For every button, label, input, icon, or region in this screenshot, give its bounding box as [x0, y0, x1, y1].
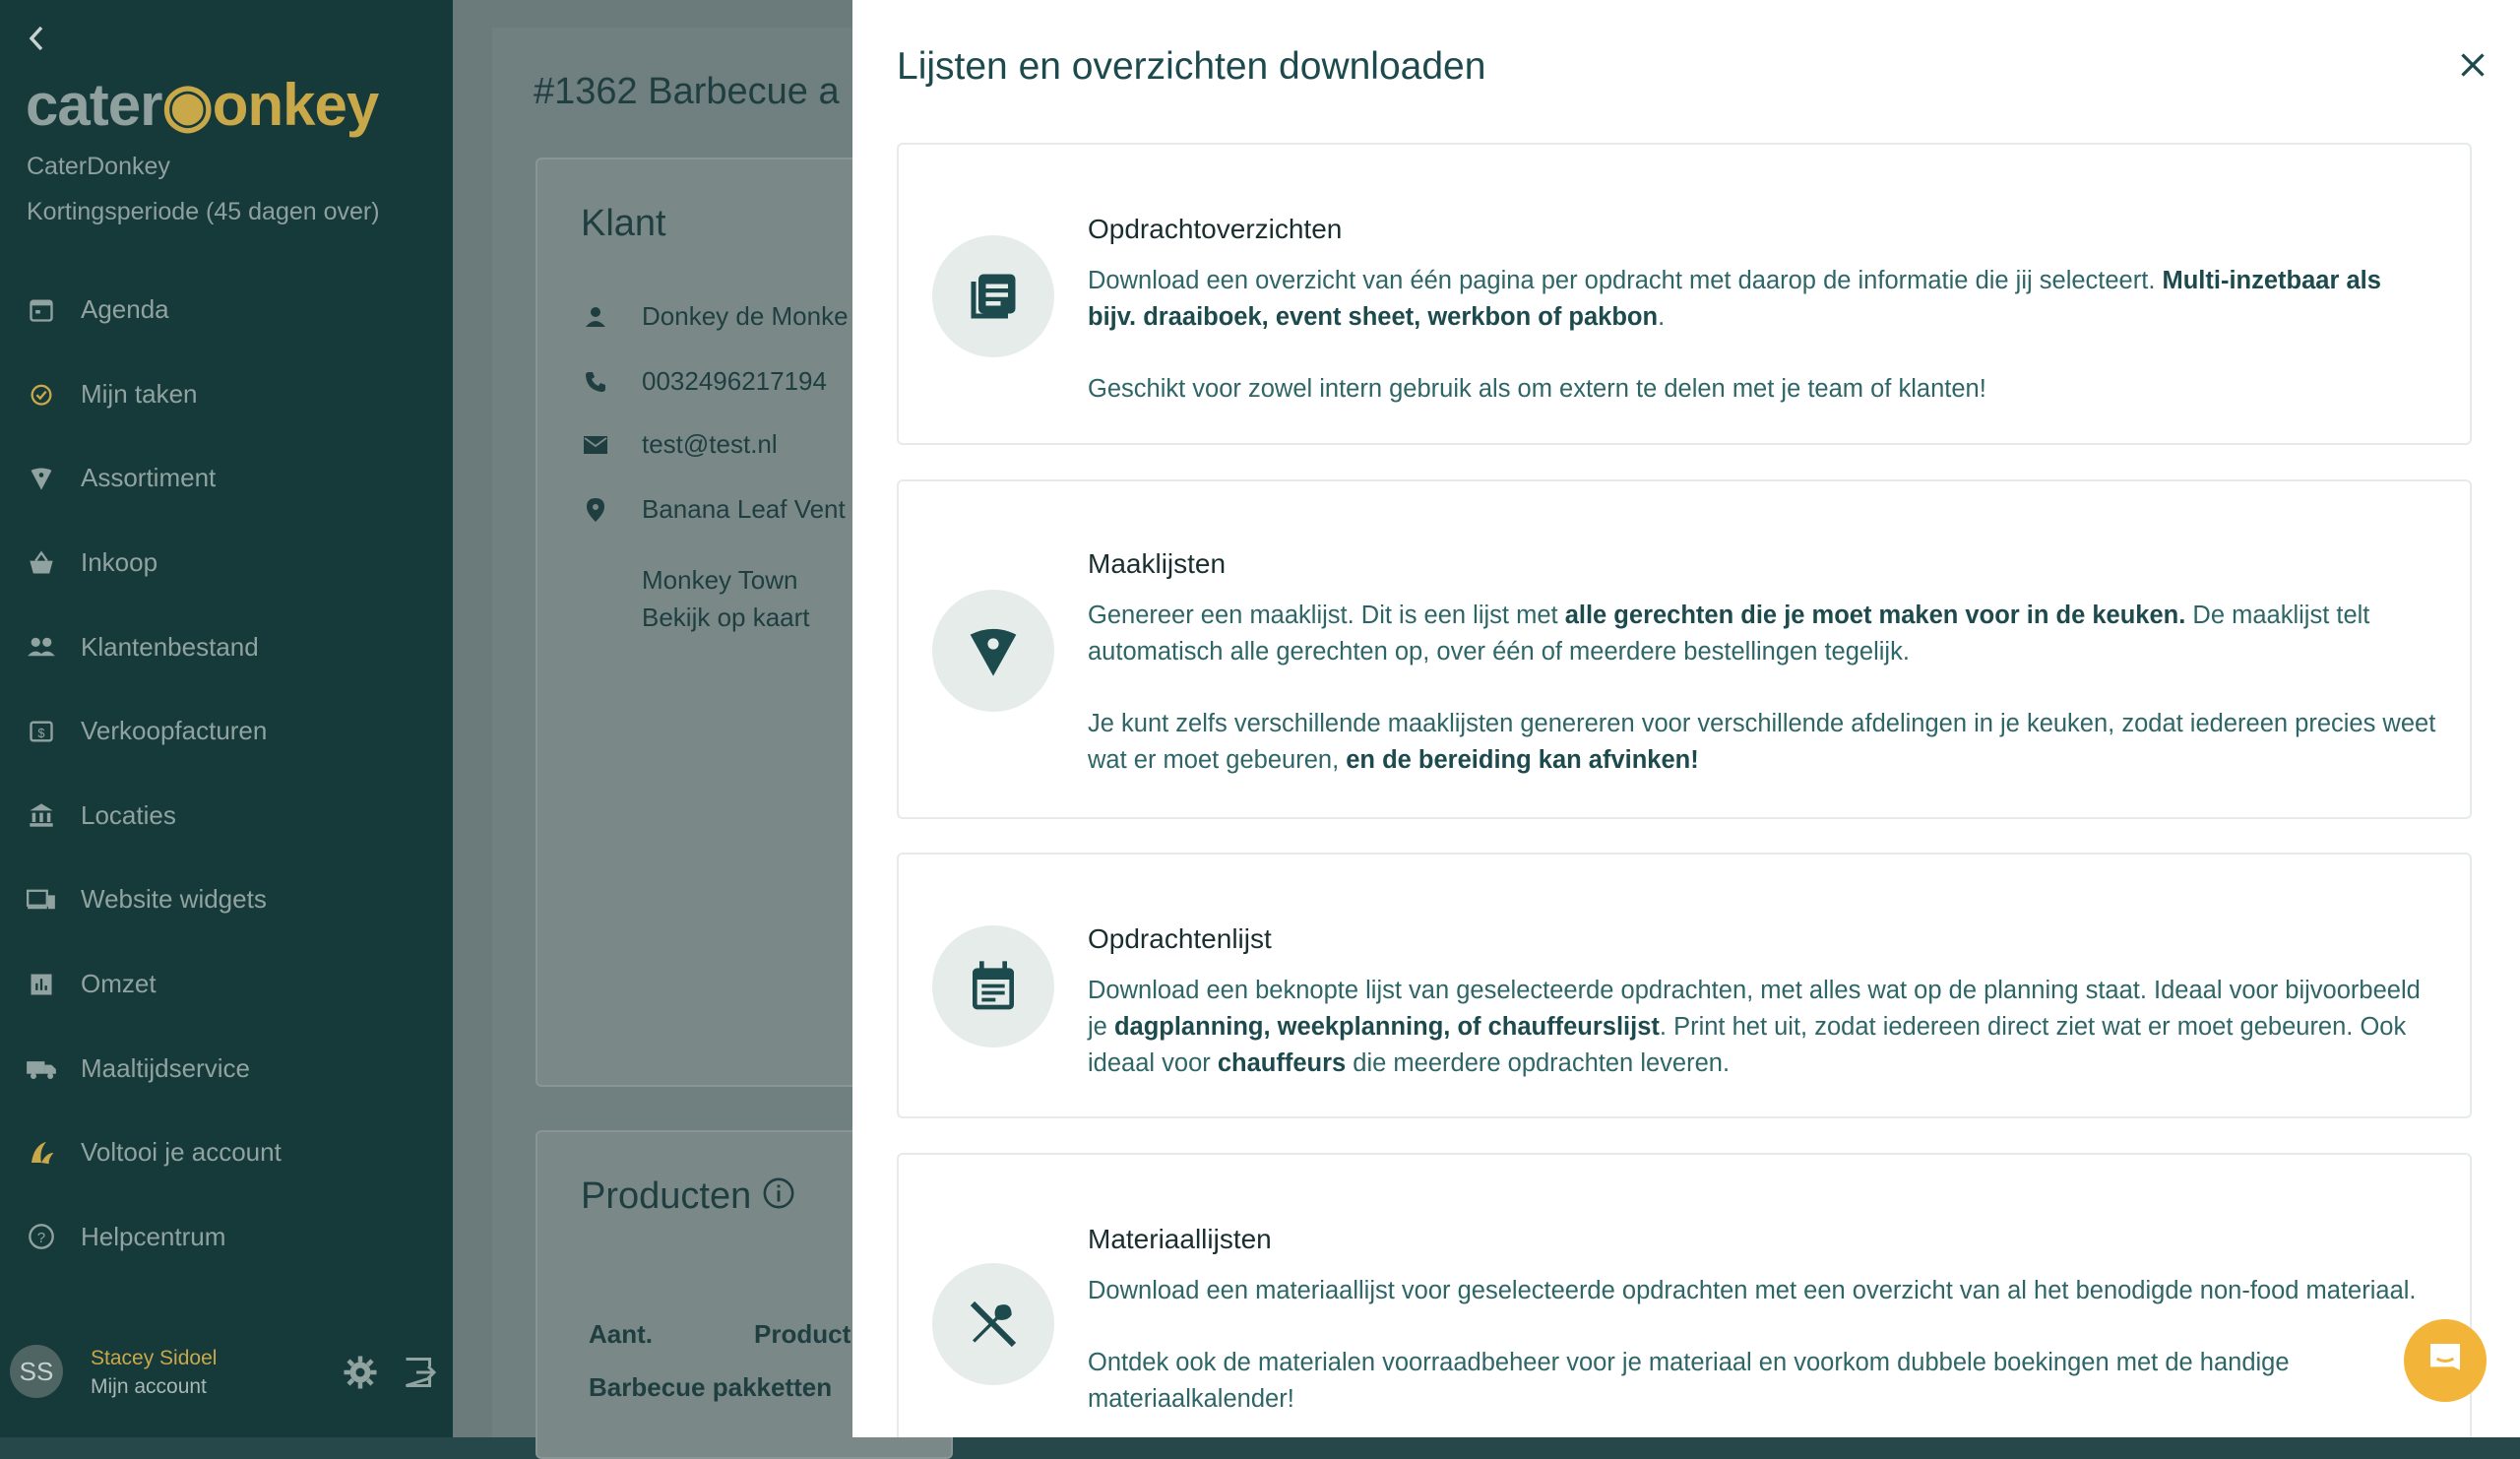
download-panel — [852, 0, 2520, 1437]
close-icon[interactable] — [2455, 47, 2490, 83]
sidebar-item-maaltijdservice[interactable] — [0, 1026, 453, 1110]
sidebar-item-label: Klantenbestand — [81, 631, 259, 662]
sidebar-item-label: Inkoop — [81, 547, 158, 578]
sidebar-item-label: Mijn taken — [81, 378, 198, 409]
option-opdrachtenlijst[interactable] — [897, 853, 2472, 1118]
client-name-row: Donkey de Monke — [581, 301, 849, 332]
option-description: Genereer een maaklijst. Dit is een lijst met alle gerechten die je moet maken voor in de keuken. De maaklijst telt automatisch alle gerechten op, over één of meerdere bestellingen tegelijk. Je kunt zelfs verschillende maaklijsten genereren voor verschillende afdelingen in je keuken, zodat iedereen precies weet wat er moet gebeuren, en de bereiding kan afvinken! — [1088, 602, 2436, 774]
sidebar-item-agenda[interactable] — [0, 268, 453, 352]
sidebar — [0, 0, 453, 1437]
town: Monkey Town — [642, 565, 798, 595]
pizza-slice-icon — [932, 590, 1054, 712]
column-header-product: Product — [754, 1319, 851, 1349]
option-materiaallijsten[interactable] — [897, 1153, 2472, 1437]
sidebar-nav — [0, 268, 453, 1279]
caterdonkey-logo[interactable]: cater◉onkey — [26, 72, 379, 138]
option-title: Opdrachtoverzichten — [1088, 214, 1343, 244]
option-description: Download een beknopte lijst van geselecteerde opdrachten, met alles wat op de planning staat. Ideaal voor bijvoorbeeld je dagplanning, weekplanning, of chauffeurslijst. Print het uit, zodat iedereen direct ziet wat er moet gebeuren. Ook ideaal voor chauffeurs die meerdere opdrachten leveren. — [1088, 977, 2421, 1077]
option-title: Opdrachtenlijst — [1088, 923, 1272, 954]
sidebar-item-label: Voltooi je account — [81, 1137, 282, 1168]
people-icon — [26, 631, 57, 663]
sidebar-item-omzet[interactable] — [0, 942, 453, 1027]
mail-icon — [581, 434, 610, 456]
sidebar-item-klantenbestand[interactable] — [0, 604, 453, 689]
calendar-list-icon — [932, 925, 1054, 1047]
location-pin-icon — [581, 497, 610, 523]
basket-icon — [26, 547, 57, 579]
sidebar-item-label: Website widgets — [81, 884, 267, 915]
option-description: Download een overzicht van één pagina per opdracht met daarop de informatie die jij selecteert. Multi-inzetbaar als bijv. draaiboek, event sheet, werkbon of pakbon. Geschikt voor zowel intern gebruik als om extern te delen met je team of klanten! — [1088, 267, 2381, 403]
invoice-icon — [26, 716, 57, 747]
svg-text:$: $ — [37, 725, 45, 740]
logout-icon[interactable] — [400, 1353, 439, 1392]
help-icon — [26, 1221, 57, 1252]
document-list-icon — [932, 235, 1054, 357]
user-block — [0, 1335, 453, 1414]
sidebar-item-label: Verkoopfacturen — [81, 716, 268, 746]
location-row: Banana Leaf Vent — [581, 494, 846, 525]
option-maaklijsten[interactable] — [897, 479, 2472, 819]
column-header-qty: Aant. — [589, 1319, 653, 1349]
building-icon — [26, 799, 57, 831]
org-status: Kortingsperiode (45 dagen over) — [27, 198, 380, 225]
sidebar-item-inkoop[interactable] — [0, 521, 453, 605]
bar-chart-icon — [26, 969, 57, 1000]
sidebar-item-locaties[interactable] — [0, 774, 453, 858]
page-title: #1362 Barbecue a — [534, 71, 840, 112]
sidebar-item-label: Omzet — [81, 969, 157, 999]
sidebar-item-label: Locaties — [81, 799, 176, 830]
chat-button[interactable] — [2404, 1319, 2487, 1402]
alarm-icon — [26, 378, 57, 410]
my-account-link[interactable]: Mijn account — [91, 1375, 207, 1398]
option-title: Maaklijsten — [1088, 548, 1227, 579]
svg-text:?: ? — [36, 1230, 46, 1247]
avatar[interactable]: SS — [10, 1345, 63, 1398]
devices-icon — [26, 884, 57, 916]
client-title: Klant — [581, 203, 666, 244]
option-title: Materiaallijsten — [1088, 1224, 1272, 1254]
info-icon[interactable] — [762, 1176, 795, 1220]
truck-icon — [26, 1052, 57, 1084]
banana-icon — [26, 1137, 57, 1169]
phone-row: 0032496217194 — [581, 366, 827, 397]
gear-icon[interactable] — [341, 1353, 380, 1392]
products-title: Producten — [581, 1175, 795, 1220]
option-description: Download een materiaallijst voor geselecteerde opdrachten met een overzicht van al het benodigde non-food materiaal. Ontdek ook de materialen voorraadbeheer voor je materiaal en voorkom dubbele boekingen met de handige materiaalkalender! — [1088, 1277, 2417, 1413]
map-link[interactable]: Bekijk op kaart — [642, 603, 810, 632]
sidebar-item-voltooi-je-account[interactable] — [0, 1110, 453, 1195]
phone-icon — [581, 370, 610, 394]
sidebar-item-label: Assortiment — [81, 463, 217, 493]
sidebar-item-verkoopfacturen[interactable] — [0, 689, 453, 774]
sidebar-item-mijn-taken[interactable] — [0, 352, 453, 437]
sidebar-item-label: Helpcentrum — [81, 1221, 226, 1251]
sidebar-item-label: Maaltijdservice — [81, 1052, 250, 1083]
email-row: test@test.nl — [581, 429, 778, 460]
person-icon — [581, 305, 610, 329]
user-name[interactable]: Stacey Sidoel — [91, 1347, 218, 1369]
chat-icon — [2426, 1339, 2465, 1383]
option-opdrachtoverzichten[interactable] — [897, 143, 2472, 445]
calendar-icon — [26, 294, 57, 326]
sidebar-item-label: Agenda — [81, 294, 169, 325]
sidebar-item-website-widgets[interactable] — [0, 857, 453, 942]
org-name: CaterDonkey — [27, 153, 170, 180]
sidebar-item-assortiment[interactable] — [0, 436, 453, 521]
sidebar-item-helpcentrum[interactable] — [0, 1195, 453, 1280]
pizza-icon — [26, 463, 57, 494]
cutlery-icon — [932, 1263, 1054, 1385]
product-group-name: Barbecue pakketten — [589, 1372, 833, 1402]
panel-title: Lijsten en overzichten downloaden — [897, 45, 1486, 88]
chevron-left-icon[interactable] — [26, 24, 47, 61]
